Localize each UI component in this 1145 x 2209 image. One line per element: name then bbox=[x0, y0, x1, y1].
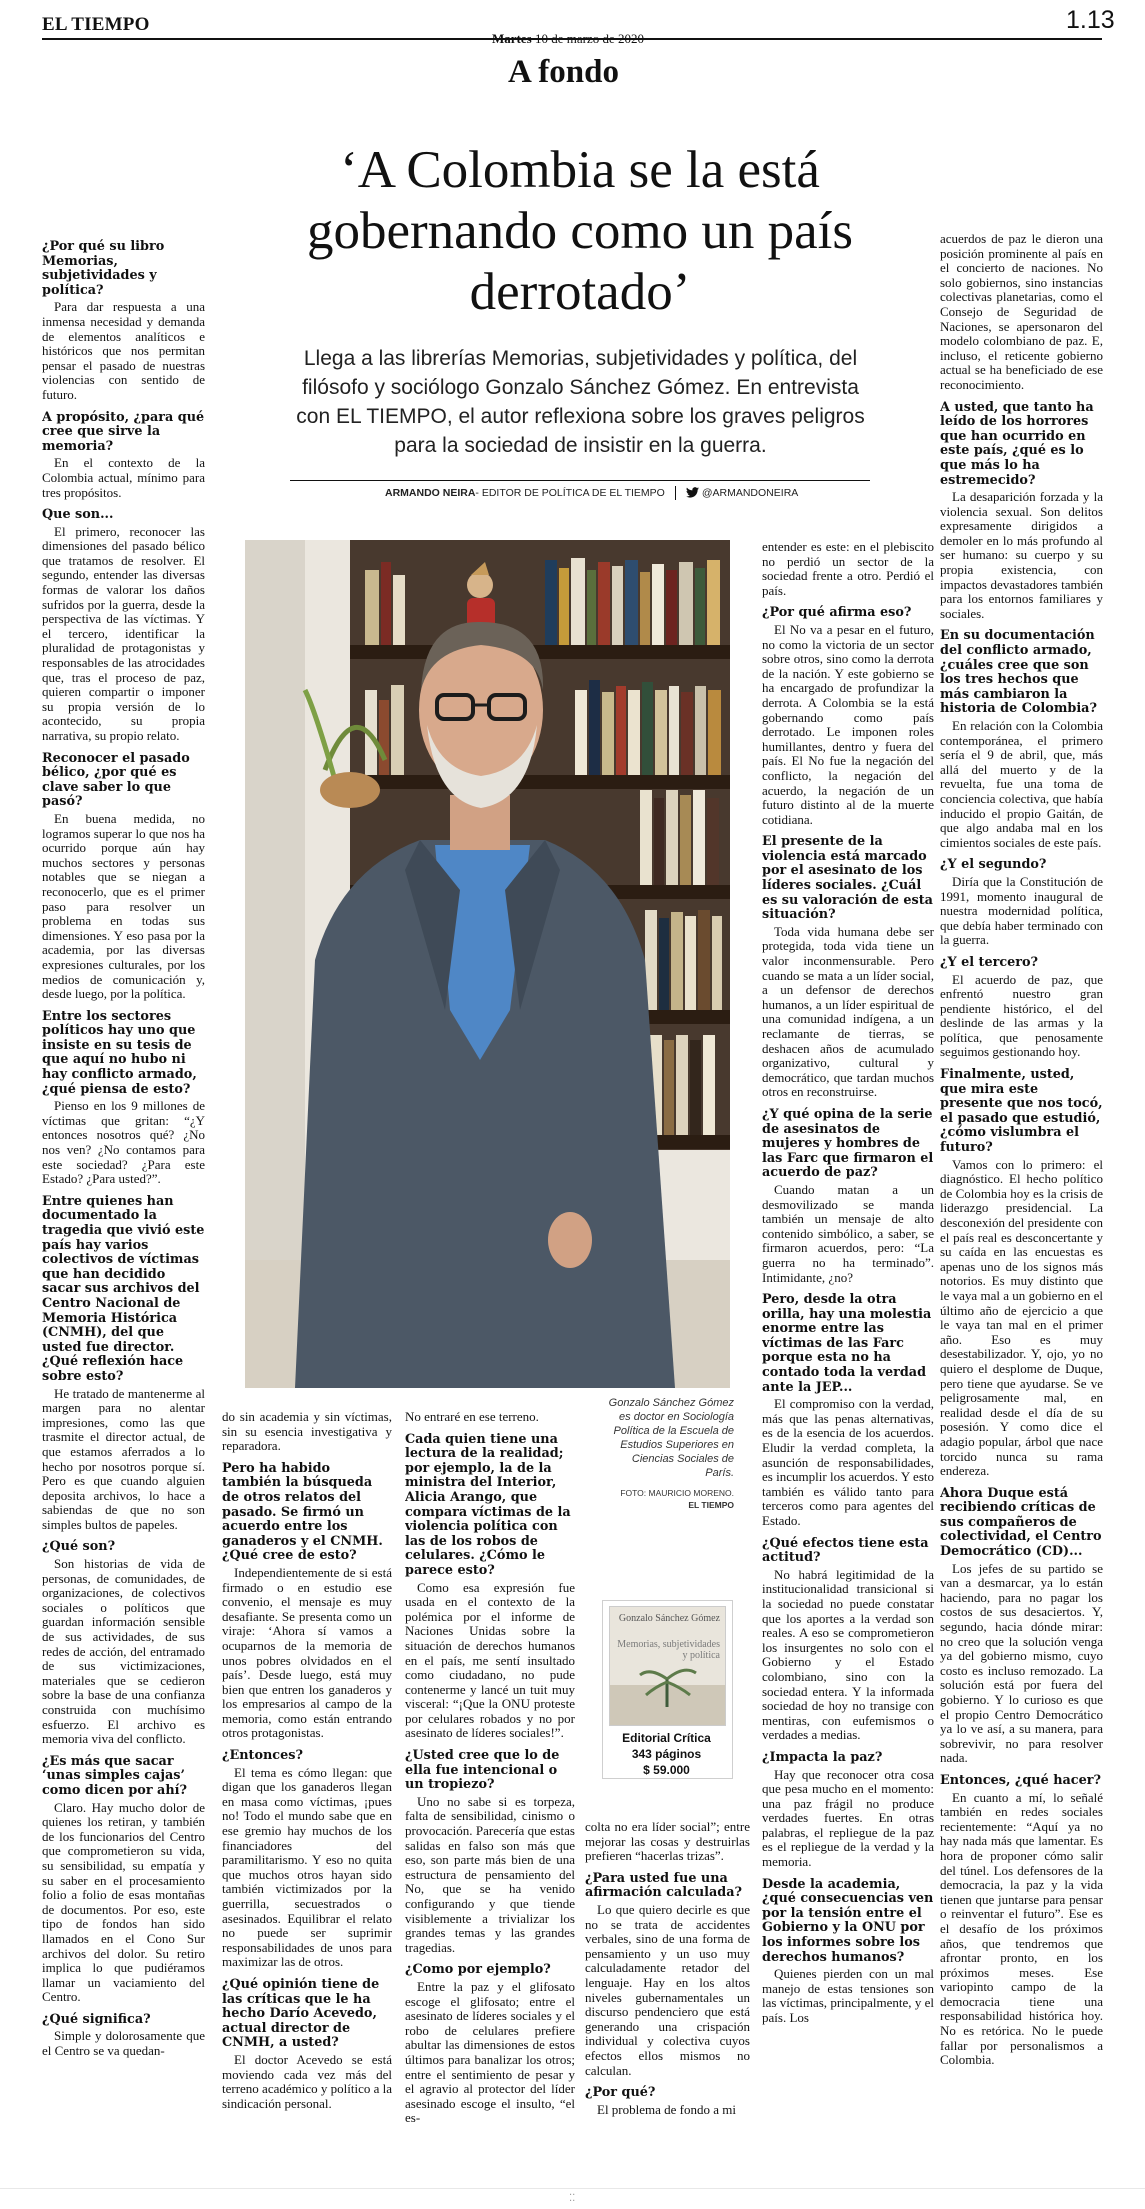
interview-answer: El No va a pesar en el futuro, no como la victoria de un sector sobre otros, sino como la derrota de la nación. Y este gobierno se ha encargado de profundizar la derrota. A Colombia se la está gobernando como país derrotado. Le imponen roles humillantes, dentro y fuera del país. El No fue la negación del conflicto, la negación del acuerdo, la negación de un futuro distinto al de la muerte cotidiana. bbox=[762, 621, 934, 827]
interview-answer: acuerdos de paz le dieron una posición prominente al país en el concierto de naciones. No solo gobiernos, sino instancias colectivas planetarias, como el Consejo de Seguridad de Naciones, se apersonaron del modelo colombiano de paz. E, incluso, el reticente gobierno actual se ha beneficiado de ese reconocimiento. bbox=[940, 232, 1103, 392]
photo-credit bbox=[604, 1487, 734, 1511]
interview-question: ¿Qué son? bbox=[42, 1539, 116, 1555]
book-cover bbox=[609, 1606, 726, 1726]
interview-question: ¿Para usted fue una afirmación calculada? bbox=[585, 1870, 743, 1901]
book-publisher: Editorial Crítica bbox=[622, 1731, 711, 1745]
interview-answer: Claro. Hay mucho dolor de quienes los retiran, y también de los funcionarios del Centro que comprometieron su vida, su sensibilidad, su empatía y su saber en el procesamiento folio a folio de esas montañas de documentos. Por eso, este tipo de fondos han sido llamados en el Cono Sur archivos del dolor. Su retiro implica lo que pudiéramos llamar un vaciamiento del Centro. bbox=[42, 1799, 205, 2005]
text-column-2 bbox=[222, 1410, 392, 2188]
interview-answer: Entre la paz y el glifosato escoge el glifosato; entre el asesinato de líderes sociales y el robo de celulares prefiere abultar las dimensiones de estos últimos para banalizar los otros; entre el sentimiento de pesar y el agravio al protector del líder asesinado escoge el insulto, “el es- bbox=[405, 1978, 575, 2126]
deck-rule bbox=[290, 480, 870, 481]
photo-caption: Gonzalo Sánchez Gómez es doctor en Sociología Política de la Escuela de Estudios Superiores en Ciencias Sociales de París. bbox=[608, 1397, 734, 1479]
interview-question: ¿Usted cree que lo de ella fue intencional o un tropiezo? bbox=[405, 1748, 560, 1793]
interview-answer: Quienes pierden con un mal manejo de estas tensiones son las víctimas, principalmente, y el país. Los bbox=[762, 1966, 934, 2025]
deck: Llega a las librerías Memorias, subjetividades y política, del filósofo y sociólogo Gonzalo Sánchez Gómez. En entrevista con EL TIEMPO, el autor reflexiona sobre los graves peligros para la sociedad de insistir en la guerra. bbox=[296, 347, 865, 457]
interview-question: El presente de la violencia está marcado por el asesinato de los líderes sociales. ¿Cuál es su valoración de esta situación? bbox=[762, 834, 933, 923]
interview-question: Pero ha habido también la búsqueda de otros relatos del pasado. Se firmó un acuerdo entre los ganaderos y el CNMH. ¿Qué cree de esto? bbox=[222, 1460, 383, 1564]
byline bbox=[385, 486, 798, 500]
twitter-icon bbox=[686, 487, 699, 498]
interview-question: A usted, que tanto ha leído de los horrores que han ocurrido en este país, ¿qué es lo que más lo ha estremecido? bbox=[940, 399, 1094, 488]
interview-answer: El acuerdo de paz, que enfrentó nuestro gran pendiente histórico, el del deslinde de las armas y la política, que penosamente seguimos gestionando hoy. bbox=[940, 971, 1103, 1060]
interview-answer: Hay que reconocer otra cosa que pesa mucho en el momento: una paz frágil no produce verdades fuertes. En otras palabras, el repliegue de la paz es el repliegue de la verdad y la memoria. bbox=[762, 1766, 934, 1870]
interview-answer: No habrá legitimidad de la institucionalidad transicional si la sociedad no puede constatar que los aportes a la verdad son reales. A eso se comprometieron los insurgentes no solo con el Gobierno y el Estado colombiano, sino con la sociedad entera. Y la informada sociedad de hoy no transige con mentiras, con eufemismos o verdades a medias. bbox=[762, 1566, 934, 1743]
interview-answer: Son historias de vida de personas, de comunidades, de organizaciones, de colectivos sociales o políticos que guardan información sensible de sus actividades, de sus redes de acción, del entramado de sus victimizaciones, materiales que se cedieron sobre la base de una confianza construida con muchísimo esfuerzo. El archivo es memoria viva del conflicto. bbox=[42, 1556, 205, 1747]
book-info bbox=[609, 1730, 724, 1778]
interview-answer: Simple y dolorosamente que el Centro se va quedan- bbox=[42, 2028, 205, 2059]
book-cover-title: Memorias, subjetividades y política bbox=[617, 1639, 720, 1661]
interview-question: ¿Y el tercero? bbox=[940, 954, 1039, 970]
photo-credit-line2: EL TIEMPO bbox=[688, 1500, 734, 1510]
interview-answer: En el contexto de la Colombia actual, mínimo para tres propósitos. bbox=[42, 455, 205, 500]
interview-question: ¿Como por ejemplo? bbox=[405, 1962, 551, 1978]
interview-answer: entender es este: en el plebiscito no perdió un sector de la sociedad frente a otro. Perdió el país. bbox=[762, 540, 934, 598]
interview-answer: Como esa expresión fue usada en el contexto de la polémica por el informe de Naciones Unidas sobre la situación de derechos humanos en el país, me sentí insultado como ciudadano, no pude contenerme y lancé un tuit muy visceral: “¡Que la ONU proteste por celulares robados y no por asesinato de líderes sociales!”. bbox=[405, 1579, 575, 1741]
bottom-rule bbox=[0, 2188, 1145, 2189]
newspaper-brand: EL TIEMPO bbox=[42, 14, 150, 35]
interview-answer: colta no era líder social”; entre mejorar las cosas y destruirlas prefieren “hacerlas trizas”. bbox=[585, 1820, 750, 1864]
interview-question: Cada quien tiene una lectura de la realidad; por ejemplo, la de la ministra del Interior, Alicia Arango, que compara víctimas de la violencia política con las de los robos de celulares. ¿Cómo le parece esto? bbox=[405, 1431, 571, 1578]
interview-question: Entre los sectores políticos hay uno que insiste en su tesis de que aquí no hubo ni hay conflicto armado, ¿qué piensa de esto? bbox=[42, 1008, 197, 1097]
text-column-5 bbox=[940, 232, 1103, 2187]
book-cover-art bbox=[610, 1607, 725, 1725]
interview-answer: El primero, reconocer las dimensiones del pasado bélico que tratamos de resolver. El segundo, entender las diversas formas de valorar los daños sufridos por la guerra, desde la perspectiva de las víctimas. Y el tercero, identificar la pluralidad de protagonistas y responsables de las atrocidades que, tras el proceso de paz, quieren compartir o imponer su propia versión de lo acontecido, su propia narrativa, su propio relato. bbox=[42, 523, 205, 743]
dateline-day: Martes bbox=[492, 31, 532, 46]
interview-question: Desde la academia, ¿qué consecuencias ven por la tensión entre el Gobierno y la ONU por los informes sobre los derechos humanos? bbox=[762, 1876, 934, 1965]
portrait-photo bbox=[245, 540, 730, 1388]
interview-question: Ahora Duque está recibiendo críticas de sus compañeros de colectividad, el Centro Democrático (CD)... bbox=[940, 1485, 1102, 1560]
dateline-date: 10 de marzo de 2020 bbox=[534, 31, 644, 46]
interview-question: Entonces, ¿qué hacer? bbox=[940, 1772, 1101, 1788]
interview-answer: No entraré en ese terreno. bbox=[405, 1410, 539, 1424]
interview-answer: El doctor Acevedo se está moviendo cada vez más del terreno académico y político a la sindicación personal. bbox=[222, 2051, 392, 2111]
byline-separator bbox=[675, 486, 676, 500]
interview-answer: Uno no sabe si es torpeza, falta de sensibilidad, cinismo o provocación. Parecería que estas salidas en falso son más que eso, son parte más bien de una estructura de pensamiento del No, que se ha venido configurando y que tiende visiblemente a trivializar los grandes temas y las grandes tragedias. bbox=[405, 1793, 575, 1955]
interview-question: Reconocer el pasado bélico, ¿por qué es clave saber lo que pasó? bbox=[42, 750, 190, 810]
section-title: A fondo bbox=[508, 54, 619, 90]
headline: ‘A Colombia se la está gobernando como un país derrotado’ bbox=[306, 141, 854, 321]
interview-question: Pero, desde la otra orilla, hay una molestia enorme entre las víctimas de las Farc porque esta no ha contado toda la verdad ante la JEP... bbox=[762, 1292, 932, 1395]
interview-question: ¿Por qué su libro Memorias, subjetividades y política? bbox=[42, 239, 165, 298]
text-column-3 bbox=[405, 1410, 575, 2188]
interview-answer: Vamos con lo primero: el diagnóstico. El hecho político de Colombia hoy es la crisis de liderazgo presidencial. La desconexión del presidente con el país real es desconcertante y su caída en las encuestas es apenas uno de los signos más notorios. Es muy distinto que le vaya mal a un gobierno en el último año de ejercicio a que le vaya tan mal en el primer año. Eso es muy desestabilizador. Y, ojo, yo no quiero el desplome de Duque, pero tiene que ayudarse. Se ve peligrosamente mal, en realidad desde el día de su posesión. Y como dice el adagio popular, árbol que nace torcido nunca su rama endereza. bbox=[940, 1156, 1103, 1479]
interview-question: ¿Impacta la paz? bbox=[762, 1749, 883, 1765]
byline-author: ARMANDO NEIRA bbox=[385, 486, 476, 499]
interview-answer: El compromiso con la verdad, más que las penas alternativas, es de la esencia de los acuerdos. Eludir la verdad completa, la asunción de responsabilidades, es incumplir los acuerdos. Y esto también es válido tanto para terceros como para agentes del Estado. bbox=[762, 1396, 934, 1528]
interview-question: ¿Y qué opina de la serie de asesinatos de mujeres y hombres de las Farc que firmaron el acuerdo de paz? bbox=[762, 1106, 934, 1181]
text-column-4b bbox=[585, 1820, 750, 2188]
interview-question: ¿Qué efectos tiene esta actitud? bbox=[762, 1535, 929, 1566]
interview-question: ¿Por qué afirma eso? bbox=[762, 605, 912, 621]
interview-answer: En cuanto a mí, lo señalé también en redes sociales recientemente: “Aquí ya no hay nada más que lamentar. Es hora de proponer cómo salir del túnel. Los defensores de la democracia, la paz y la vida tienen que juntarse para pensar o reinventar el futuro”. Ese es el desafío de los próximos años, que tendremos que afrontar pronto, en los próximos meses. Ese variopinto campo de la democracia tiene una responsabilidad histórica hoy. No es retórica. No le puede fallar por personalismos a Colombia. bbox=[940, 1789, 1103, 2068]
interview-answer: Lo que quiero decirle es que no se trata de accidentes verbales, sino de una forma de pensamiento y un uso muy calculadamente retador del lenguaje. Hay en los altos niveles gubernamentales un discurso pendenciero que está generando una crispación individual y colectiva cuyos efectos ellos mismos no calculan. bbox=[585, 1901, 750, 2078]
interview-answer: do sin academia y sin víctimas, sin su esencia investigativa y reparadora. bbox=[222, 1410, 392, 1454]
dateline bbox=[492, 31, 644, 47]
interview-answer: En buena medida, no logramos superar lo que nos ha ocurrido porque aún hay muchos sectores y personas notables que se niegan a reconocerlo, que es el primer paso para resolver un problema en todas sus dimensiones. Y eso pasa por la academia, por las diversas expresiones culturales, por los medios de comunicación y, desde luego, por la política. bbox=[42, 810, 205, 1002]
book-cover-author: Gonzalo Sánchez Gómez bbox=[618, 1613, 720, 1624]
interview-question: ¿Entonces? bbox=[222, 1748, 303, 1764]
interview-answer: Los jefes de su partido se van a desmarcar, ya lo están haciendo, para no pagar los costos de sus desaciertos. Y, segundo, hacia dónde mirar: no creo que la solución venga ya del gobierno mismo, cuyo costo es incluso remozado. La solución está por fuera del gobierno. Y lo curioso es que el propio Centro Democrático ya lo ve así, a su manera, para sobrevivir, no para resolver nada. bbox=[940, 1560, 1103, 1766]
interview-answer: Pienso en los 9 millones de víctimas que gritan: “¿Y entonces nosotros qué? ¿No nos ven? ¿No contamos para este sociedad? ¿Para este Estado? ¿Para usted?”. bbox=[42, 1098, 205, 1187]
interview-answer: Para dar respuesta a una inmensa necesidad y demanda de elementos analíticos e históricos que nos permitan pensar el pasado de nuestras violencias con sentido de futuro. bbox=[42, 299, 205, 402]
interview-answer: El problema de fondo a mi bbox=[597, 2101, 736, 2117]
byline-twitter: @ARMANDONEIRA bbox=[701, 486, 799, 499]
interview-answer: El tema es cómo llegan: que digan que los ganaderos llegan en masa como víctimas, ¡pues no! Todo el mundo sabe que en ese gremio hay muchos de los financiadores del paramilitarismo. Y eso no quita que muchos otros hayan sido también victimizados por la guerrilla, secuestrados o asesinados. Equilibrar el relato no puede ser suprimir responsabilidades de unos para maximizar las de otros. bbox=[222, 1764, 392, 1970]
interview-question: Que son... bbox=[42, 507, 114, 523]
text-column-4 bbox=[762, 540, 934, 2185]
interview-question: ¿Y el segundo? bbox=[940, 857, 1047, 873]
interview-answer: La desaparición forzada y la violencia sexual. Son delitos expresamente dirigidos a demoler en lo más profundo al ser humano: su cuerpo y su propia existencia, con impactos devastadores también para los entornos familiares y sociales. bbox=[940, 489, 1103, 621]
portrait-illustration bbox=[245, 540, 730, 1388]
interview-answer: Cuando matan a un desmovilizado se manda también un mensaje de alto contenido simbólico, a saber, se firmaron acuerdos, pero: “La guerra no ha terminado”. Intimidante, ¿no? bbox=[762, 1181, 934, 1285]
book-price: $ 59.000 bbox=[643, 1763, 690, 1777]
interview-answer: Independientemente de si está firmado o en estudio ese convenio, el mensaje es muy desafiante. Se presenta como un viraje: ‘Ahora sí vamos a ocuparnos de la memoria de unos pobres olvidados en el país’. Desde luego, está muy bien que entren los ganaderos y los empresarios al campo de la memoria, como están entrando otros protagonistas. bbox=[222, 1564, 392, 1741]
interview-question: ¿Qué opinión tiene de las críticas que le ha hecho Darío Acevedo, actual director de CNMH, a usted? bbox=[222, 1976, 380, 2051]
interview-answer: En relación con la Colombia contemporánea, el primero sería el 9 de abril, que, más allá del muerto y de la revuelta, fue una toma de conciencia colectiva, que había inducido el propio Gaitán, de que algo andaba mal en los cimientos sociales de este país. bbox=[940, 718, 1103, 850]
interview-question: A propósito, ¿para qué cree que sirve la memoria? bbox=[42, 409, 205, 454]
interview-question: ¿Qué significa? bbox=[42, 2011, 151, 2027]
interview-question: Finalmente, usted, que mira este presente que nos tocó, el pasado que estudió, ¿cómo vislumbra el futuro? bbox=[940, 1067, 1103, 1156]
photo-credit-line1: FOTO: MAURICIO MORENO. bbox=[620, 1488, 734, 1498]
book-pages: 343 páginos bbox=[631, 1747, 702, 1761]
interview-question: ¿Es más que sacar ‘unas simples cajas’ como dicen por ahí? bbox=[42, 1753, 187, 1798]
interview-answer: He tratado de mantenerme al margen para no alentar impresiones, como las que trasmite el director actual, de que estamos aferrados a lo hecho por nosotros porque sí. Pero es que cuando alguien deposita archivos, lo hace a sabiendas de que no son simples bultos de papeles. bbox=[42, 1385, 205, 1532]
interview-question: En su documentación del conflicto armado, ¿cuáles cree que son los tres hechos que más cambiaron la historia de Colombia? bbox=[940, 628, 1097, 717]
byline-role: - EDITOR DE POLÍTICA DE EL TIEMPO bbox=[475, 486, 665, 499]
page-number: 1.13 bbox=[1066, 6, 1115, 34]
interview-answer: Toda vida humana debe ser protegida, toda vida tiene un valor inconmensurable. Pero cuando se mata a un líder social, a un defensor de derechos humanos, a un líder espiritual de una comunidad indígena, a un reclamante de tierras, se deshacen años de acumulado organizativo, cultural y democrático, que tardan muchos otros en reconstruirse. bbox=[762, 923, 934, 1100]
interview-question: ¿Por qué? bbox=[585, 2085, 656, 2101]
interview-answer: Diría que la Constitución de 1991, momento inaugural de nuestra modernidad política, que debía haber terminado con la guerra. bbox=[940, 873, 1103, 948]
page-edge-mark: ⁚⁚ bbox=[569, 2193, 576, 2204]
interview-question: Entre quienes han documentado la tragedia que vivió este país hay varios colectivos de víctimas que han decidido sacar sus archivos del Centro Nacional de Memoria Histórica (CNMH), del que usted fue director. ¿Qué reflexión hace sobre esto? bbox=[42, 1193, 205, 1384]
text-column-1 bbox=[42, 232, 205, 2182]
